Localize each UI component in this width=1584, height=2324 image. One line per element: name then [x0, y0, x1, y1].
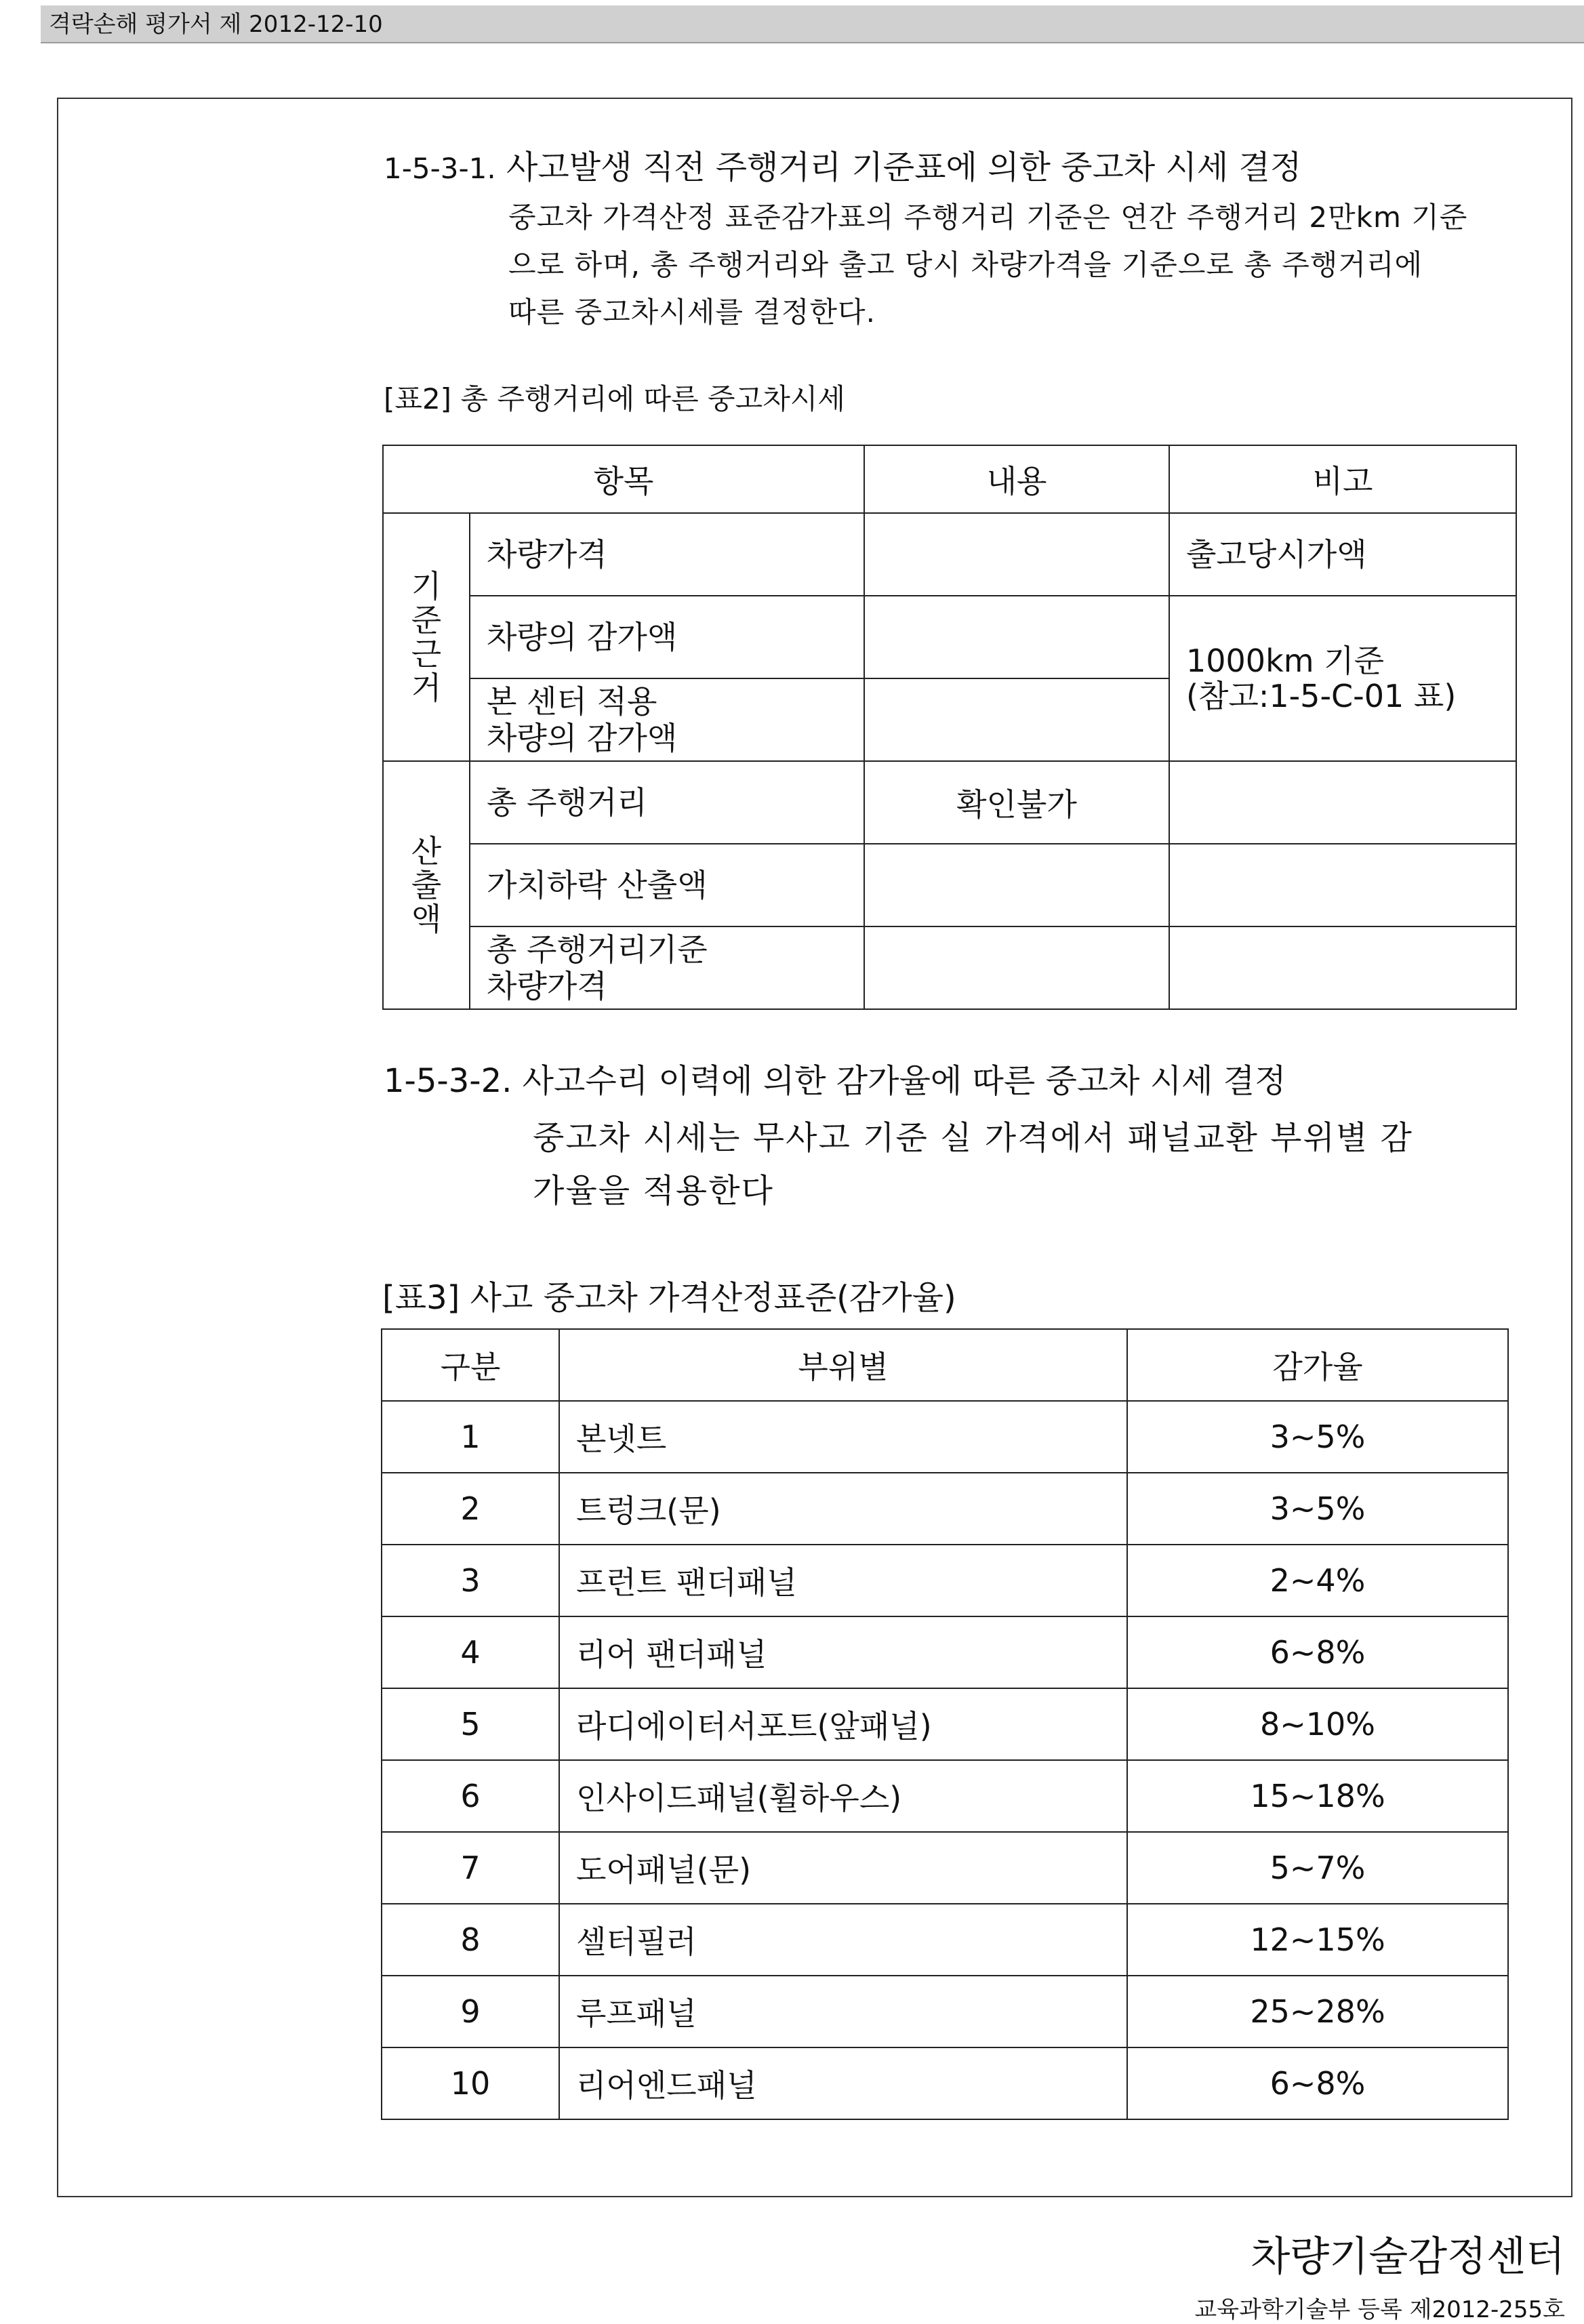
table2-merged-note	[1169, 596, 1516, 761]
table2-row-label	[470, 678, 864, 761]
row-no: 1	[382, 1401, 559, 1473]
row-no: 9	[382, 1976, 559, 2047]
table2-row-content	[864, 513, 1169, 596]
table2-row-content	[864, 596, 1169, 678]
table2-row-note	[1169, 761, 1516, 844]
section2-heading	[384, 1055, 1286, 1101]
section1-line-1: 중고차 가격산정 표준감가표의 주행거리 기준은 연간 주행거리 2만km 기준	[508, 201, 1468, 234]
section2-line-2: 가율을 적용한다	[533, 1172, 774, 1210]
table-row	[382, 1904, 1508, 1976]
row-part: 인사이드패널(휠하우스)	[559, 1760, 1127, 1832]
row-no: 7	[382, 1832, 559, 1904]
row-no: 3	[382, 1545, 559, 1616]
table-row	[382, 1832, 1508, 1904]
row-part: 트렁크(문)	[559, 1473, 1127, 1545]
table3-header-rate: 감가율	[1127, 1329, 1508, 1401]
row-rate: 3~5%	[1127, 1473, 1508, 1545]
table2-row-content	[864, 844, 1169, 926]
group2-char: 액	[411, 901, 442, 937]
row-rate: 2~4%	[1127, 1545, 1508, 1616]
table3-header-no: 구분	[382, 1329, 559, 1401]
row-no: 5	[382, 1688, 559, 1760]
table-row	[382, 1401, 1508, 1473]
group1-char: 근	[411, 636, 442, 672]
table2-row-content	[864, 678, 1169, 761]
table2-header-item: 항목	[383, 445, 864, 513]
table-row	[382, 1976, 1508, 2047]
label-line-2: 차량가격	[487, 968, 607, 1004]
row-part: 라디에이터서포트(앞패널)	[559, 1688, 1127, 1760]
merged-note-line-2: (참고:1-5-C-01 표)	[1186, 678, 1457, 714]
row-no: 6	[382, 1760, 559, 1832]
table2-row-note	[1169, 926, 1516, 1009]
table2-row-content: 확인불가	[864, 761, 1169, 844]
table2-header-note: 비고	[1169, 445, 1516, 513]
table-row	[382, 2047, 1508, 2119]
table2-row-label: 총 주행거리	[470, 761, 864, 844]
section1-title: 사고발생 직전 주행거리 기준표에 의한 중고차 시세 결정	[506, 148, 1302, 186]
section2-title: 사고수리 이력에 의한 감가율에 따른 중고차 시세 결정	[522, 1062, 1286, 1100]
table3-header-row	[382, 1329, 1508, 1401]
table2-caption: [표2] 총 주행거리에 따른 중고차시세	[384, 382, 845, 415]
table2-row-content	[864, 926, 1169, 1009]
row-part: 리어 팬더패널	[559, 1616, 1127, 1688]
table-row	[382, 1473, 1508, 1545]
row-rate: 8~10%	[1127, 1688, 1508, 1760]
table2-row	[383, 513, 1516, 596]
table2-row	[383, 844, 1516, 926]
table2-row	[383, 761, 1516, 844]
row-no: 4	[382, 1616, 559, 1688]
group1-char: 거	[411, 670, 442, 706]
section1-line-3: 따른 중고차시세를 결정한다.	[508, 295, 876, 329]
table3	[381, 1328, 1509, 2120]
table-row	[382, 1545, 1508, 1616]
table2	[382, 445, 1517, 1010]
row-part: 도어패널(문)	[559, 1832, 1127, 1904]
table2-row-label: 가치하락 산출액	[470, 844, 864, 926]
row-rate: 6~8%	[1127, 1616, 1508, 1688]
label-line-2: 차량의 감가액	[487, 720, 678, 756]
table2-header-content: 내용	[864, 445, 1169, 513]
section2-line-1: 중고차 시세는 무사고 기준 실 가격에서 패널교환 부위별 감	[533, 1119, 1413, 1157]
label-line-1: 총 주행거리기준	[487, 931, 708, 968]
row-part: 프런트 팬더패널	[559, 1545, 1127, 1616]
row-rate: 25~28%	[1127, 1976, 1508, 2047]
table2-header-row	[383, 445, 1516, 513]
row-part: 루프패널	[559, 1976, 1127, 2047]
group1-char: 준	[411, 602, 442, 638]
row-rate: 5~7%	[1127, 1832, 1508, 1904]
section1-line-2: 으로 하며, 총 주행거리와 출고 당시 차량가격을 기준으로 총 주행거리에	[508, 248, 1423, 281]
table2-row-note	[1169, 844, 1516, 926]
group1-char: 기	[411, 568, 442, 605]
row-rate: 15~18%	[1127, 1760, 1508, 1832]
row-rate: 6~8%	[1127, 2047, 1508, 2119]
table2-group1-label	[383, 513, 470, 761]
table2-row	[383, 596, 1516, 678]
row-rate: 3~5%	[1127, 1401, 1508, 1473]
document-header-text: 격락손해 평가서 제 2012-12-10	[49, 11, 383, 38]
row-no: 10	[382, 2047, 559, 2119]
group2-char: 산	[411, 833, 442, 870]
section2-number: 1-5-3-2.	[384, 1062, 512, 1100]
table2-row-note: 출고당시가액	[1169, 513, 1516, 596]
label-line-1: 본 센터 적용	[487, 683, 657, 720]
document-header-bar	[41, 5, 1584, 43]
row-rate: 12~15%	[1127, 1904, 1508, 1976]
merged-note-line-1: 1000km 기준	[1186, 643, 1385, 679]
row-part: 셀터필러	[559, 1904, 1127, 1976]
row-part: 리어엔드패널	[559, 2047, 1127, 2119]
table-row	[382, 1616, 1508, 1688]
footer-registration: 교육과학기술부 등록 제2012-255호	[1194, 2296, 1565, 2323]
table2-row-label: 차량의 감가액	[470, 596, 864, 678]
table2-row-label	[470, 926, 864, 1009]
row-no: 2	[382, 1473, 559, 1545]
group2-char: 출	[411, 867, 442, 903]
table-row	[382, 1688, 1508, 1760]
table2-row	[383, 926, 1516, 1009]
section1-heading	[384, 141, 1301, 188]
table3-caption: [표3] 사고 중고차 가격산정표준(감가율)	[382, 1279, 956, 1317]
table2-group2-label	[383, 761, 470, 1009]
table2-row-label: 차량가격	[470, 513, 864, 596]
footer-organization: 차량기술감정센터	[1251, 2233, 1565, 2281]
table-row	[382, 1760, 1508, 1832]
table3-header-part: 부위별	[559, 1329, 1127, 1401]
row-part: 본넷트	[559, 1401, 1127, 1473]
section1-number: 1-5-3-1.	[384, 152, 496, 185]
row-no: 8	[382, 1904, 559, 1976]
